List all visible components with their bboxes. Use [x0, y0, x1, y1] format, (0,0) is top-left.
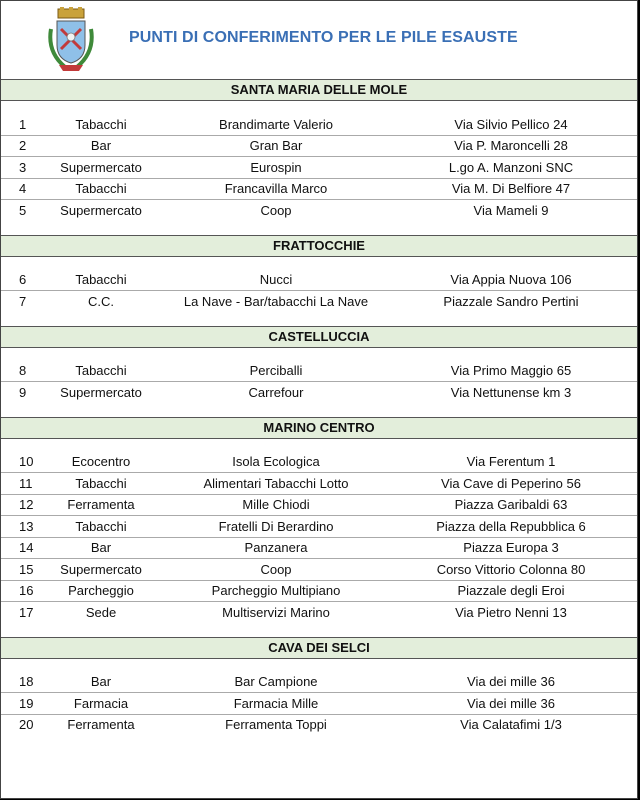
table-row: [1, 580, 637, 602]
row-number: 7: [19, 293, 27, 309]
row-address: L.go A. Manzoni SNC: [448, 159, 574, 175]
row-name: Fratelli Di Berardino: [218, 518, 334, 534]
row-name: Perciballi: [249, 363, 303, 379]
row-type: Bar: [90, 674, 112, 690]
row-type: Supermercato: [60, 159, 142, 175]
row-address: Via dei mille 36: [467, 674, 555, 690]
sections-container: [1, 79, 637, 749]
coat-of-arms-icon: [45, 7, 97, 73]
row-address: Via P. Maroncelli 28: [454, 138, 568, 154]
row-name: Coop: [260, 202, 292, 218]
row-name: Panzanera: [244, 540, 308, 556]
row-number: 11: [19, 475, 33, 491]
section-table: [1, 348, 637, 417]
row-name: Parcheggio Multipiano: [211, 583, 341, 599]
row-number: 19: [19, 695, 34, 711]
row-type: Sede: [85, 604, 117, 620]
row-number: 13: [19, 518, 34, 534]
row-address: Via Ferentum 1: [466, 454, 556, 470]
row-type: Supermercato: [60, 561, 142, 577]
row-type: Tabacchi: [75, 181, 127, 197]
row-name: Francavilla Marco: [224, 181, 328, 197]
row-number: 20: [19, 717, 34, 733]
row-name: Carrefour: [248, 384, 304, 400]
row-number: 10: [19, 454, 34, 470]
row-address: Via Appia Nuova 106: [450, 272, 572, 288]
section-table: [1, 101, 637, 235]
row-number: 14: [19, 540, 34, 556]
row-address: Piazzale Sandro Pertini: [443, 293, 579, 309]
row-address: Via M. Di Belfiore 47: [451, 181, 571, 197]
row-type: Tabacchi: [75, 363, 127, 379]
row-number: 17: [19, 604, 34, 620]
row-number: 4: [19, 181, 27, 197]
table-row: [1, 558, 637, 580]
table-row: [1, 452, 637, 473]
table-row: [1, 361, 637, 382]
row-type: Bar: [90, 138, 112, 154]
row-number: 1: [19, 116, 27, 132]
row-address: Piazza Europa 3: [463, 540, 559, 556]
document-header: [1, 1, 637, 79]
row-name: Gran Bar: [249, 138, 303, 154]
row-type: Supermercato: [60, 384, 142, 400]
table-row: [1, 692, 637, 714]
row-number: 3: [19, 159, 27, 175]
table-row: [1, 672, 637, 693]
row-type: Farmacia: [73, 695, 129, 711]
section-table: [1, 257, 637, 326]
row-address: Piazzale degli Eroi: [457, 583, 565, 599]
row-name: La Nave - Bar/tabacchi La Nave: [183, 293, 369, 309]
row-type: Parcheggio: [68, 583, 134, 599]
row-address: Via dei mille 36: [467, 695, 555, 711]
row-name: Isola Ecologica: [232, 454, 320, 470]
row-address: Via Nettunense km 3: [450, 384, 572, 400]
section-header: CAVA DEI SELCI: [1, 637, 637, 659]
section-header: SANTA MARIA DELLE MOLE: [1, 79, 637, 101]
row-name: Brandimarte Valerio: [219, 116, 333, 132]
row-number: 16: [19, 583, 34, 599]
table-row: [1, 178, 637, 200]
row-address: Via Silvio Pellico 24: [454, 116, 568, 132]
table-row: [1, 494, 637, 516]
row-address: Via Cave di Peperino 56: [441, 475, 581, 491]
row-address: Corso Vittorio Colonna 80: [436, 561, 586, 577]
row-address: Piazza Garibaldi 63: [454, 497, 568, 513]
table-row: [1, 290, 637, 312]
row-type: Ecocentro: [71, 454, 131, 470]
row-address: Via Mameli 9: [473, 202, 549, 218]
row-address: Via Calatafimi 1/3: [460, 717, 562, 733]
row-number: 8: [19, 363, 27, 379]
row-type: Bar: [90, 540, 112, 556]
row-name: Mille Chiodi: [242, 497, 310, 513]
row-address: Via Primo Maggio 65: [450, 363, 572, 379]
table-row: [1, 156, 637, 178]
row-number: 6: [19, 272, 27, 288]
table-row: [1, 381, 637, 403]
row-name: Ferramenta Toppi: [225, 717, 327, 733]
section-table: [1, 659, 637, 750]
row-name: Bar Campione: [234, 674, 318, 690]
row-name: Nucci: [259, 272, 293, 288]
table-row: [1, 199, 637, 221]
row-address: Via Pietro Nenni 13: [455, 604, 567, 620]
row-number: 5: [19, 202, 27, 218]
row-name: Eurospin: [250, 159, 302, 175]
row-number: 2: [19, 138, 27, 154]
row-type: Tabacchi: [75, 475, 127, 491]
section-table: [1, 439, 637, 637]
table-row: [1, 601, 637, 623]
row-name: Alimentari Tabacchi Lotto: [203, 475, 349, 491]
row-type: Ferramenta: [67, 497, 135, 513]
table-row: [1, 114, 637, 135]
table-row: [1, 135, 637, 157]
row-number: 18: [19, 674, 34, 690]
row-type: Supermercato: [60, 202, 142, 218]
row-number: 15: [19, 561, 34, 577]
table-row: [1, 472, 637, 494]
page-title: PUNTI DI CONFERIMENTO PER LE PILE ESAUSTE: [129, 29, 518, 46]
table-row: [1, 714, 637, 736]
row-type: C.C.: [88, 293, 114, 309]
row-type: Tabacchi: [75, 116, 127, 132]
row-number: 9: [19, 384, 27, 400]
row-name: Multiservizi Marino: [222, 604, 330, 620]
row-type: Tabacchi: [75, 272, 127, 288]
section-header: CASTELLUCCIA: [1, 326, 637, 348]
row-address: Piazza della Repubblica 6: [436, 518, 586, 534]
section-header: FRATTOCCHIE: [1, 235, 637, 257]
row-type: Ferramenta: [67, 717, 135, 733]
table-row: [1, 270, 637, 291]
table-row: [1, 537, 637, 559]
row-name: Farmacia Mille: [233, 695, 319, 711]
row-number: 12: [19, 497, 34, 513]
table-row: [1, 515, 637, 537]
section-header: MARINO CENTRO: [1, 417, 637, 439]
row-type: Tabacchi: [75, 518, 127, 534]
row-name: Coop: [260, 561, 292, 577]
